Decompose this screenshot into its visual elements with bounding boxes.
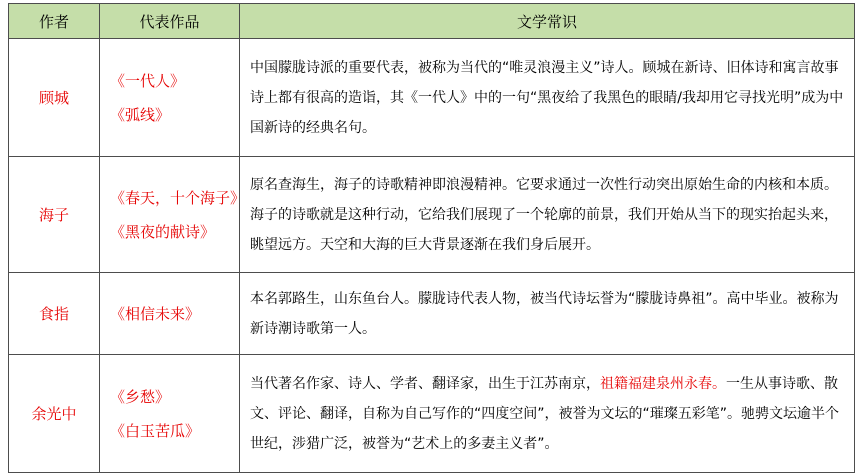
notes-cell	[240, 355, 855, 473]
literature-table	[8, 3, 855, 473]
works-cell	[100, 157, 246, 273]
notes-cell: 原名查海生，海子的诗歌精神即浪漫精神。它要求通过一次性行动突出原始生命的内核和本质。海子的诗歌就是这种行动，它给我们展现了一个轮廓的前景，我们开始从当下的现实抬起头来，眺望远方。天空和大海的巨大背景逐渐在我们身后展开。	[240, 157, 855, 273]
header-author: 作者	[9, 4, 100, 39]
notes-text: 当代著名作家、诗人、学者、翻译家，出生于江苏南京，	[250, 375, 600, 392]
work-title: 《一代人》	[110, 71, 186, 90]
notes-cell: 中国朦胧诗派的重要代表，被称为当代的“唯灵浪漫主义”诗人。顾城在新诗、旧体诗和寓言故事诗上都有很高的造诣，其《一代人》中的一句“黑夜给了我黑色的眼睛/我却用它寻找光明”成为中国新诗的经典名句。	[240, 39, 855, 157]
work-title: 《白玉苦瓜》	[110, 421, 201, 440]
highlighted-note: 祖籍福建泉州永春。	[600, 375, 726, 392]
table-row	[9, 39, 855, 157]
work-title: 《乡愁》	[110, 387, 171, 406]
author-cell: 顾城	[9, 39, 100, 157]
header-works: 代表作品	[100, 4, 240, 39]
header-row	[9, 4, 855, 39]
table-row	[9, 157, 855, 273]
author-cell: 余光中	[9, 355, 100, 473]
work-title: 《黑夜的献诗》	[110, 222, 216, 241]
table-row	[9, 355, 855, 473]
author-cell: 食指	[9, 273, 100, 355]
notes-cell: 本名郭路生，山东鱼台人。朦胧诗代表人物，被当代诗坛誉为“朦胧诗鼻祖”。高中毕业。被称为新诗潮诗歌第一人。	[240, 273, 855, 355]
work-title: 《春天，十个海子》	[110, 188, 246, 207]
header-notes: 文学常识	[240, 4, 855, 39]
works-cell	[100, 39, 240, 157]
work-title: 《弧线》	[110, 105, 171, 124]
works-cell	[100, 273, 240, 355]
notes-text: 一生从事诗歌、散文、评论、翻译，自称为自己写作的“四度空间”，被誉为文坛的“璀璨五彩笔”。驰骋文坛逾半个世纪，涉猎广泛，被誉为“艺术上的多妻主义者”。	[250, 375, 840, 452]
table-row	[9, 273, 855, 355]
work-title: 《相信未来》	[110, 304, 201, 323]
works-cell	[100, 355, 240, 473]
author-cell: 海子	[9, 157, 100, 273]
